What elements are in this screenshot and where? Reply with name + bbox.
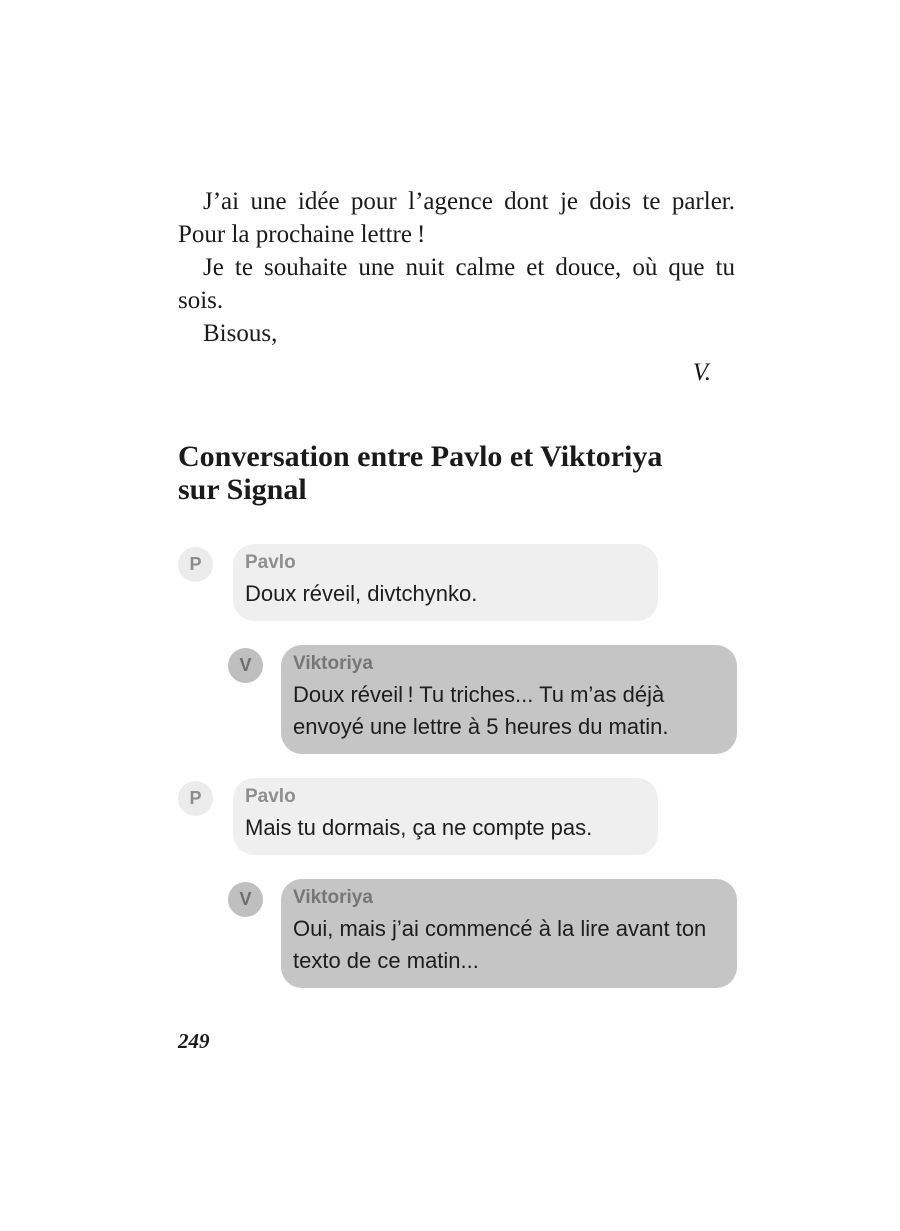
section-heading: Conversation entre Pavlo et Viktoriya sur Signal — [178, 440, 663, 506]
message-bubble — [233, 544, 658, 621]
sender-avatar: V — [228, 648, 263, 683]
message-sender-name: Pavlo — [245, 786, 296, 807]
page-number: 249 — [178, 1029, 210, 1053]
sender-avatar: P — [178, 781, 213, 816]
sender-avatar: P — [178, 547, 213, 582]
letter-paragraph: J’ai une idée pour l’agence dont je dois te parler. Pour la prochaine lettre ! — [178, 188, 735, 248]
message-bubble — [281, 645, 737, 754]
message-text: Doux réveil ! Tu triches... Tu m’as déjà envoyé une lettre à 5 heures du matin. — [293, 682, 669, 739]
chat-message — [228, 879, 738, 988]
message-sender-name: Pavlo — [245, 552, 296, 573]
message-sender-name: Viktoriya — [293, 653, 373, 674]
letter-paragraph: Je te souhaite une nuit calme et douce, où que tu sois. — [178, 254, 735, 314]
letter-signature: V. — [692, 359, 711, 386]
message-text: Oui, mais j’ai commencé à la lire avant ton texto de ce matin... — [293, 916, 707, 973]
signal-conversation — [178, 544, 738, 988]
message-sender-name: Viktoriya — [293, 887, 373, 908]
message-bubble — [233, 778, 658, 855]
chat-message — [178, 778, 738, 855]
sender-avatar: V — [228, 882, 263, 917]
chat-message — [178, 544, 738, 621]
message-text: Doux réveil, divtchynko. — [245, 581, 478, 606]
letter-paragraph: Bisous, — [203, 320, 278, 347]
chat-message — [228, 645, 738, 754]
message-text: Mais tu dormais, ça ne compte pas. — [245, 815, 593, 840]
letter-body — [178, 185, 735, 389]
message-bubble — [281, 879, 737, 988]
